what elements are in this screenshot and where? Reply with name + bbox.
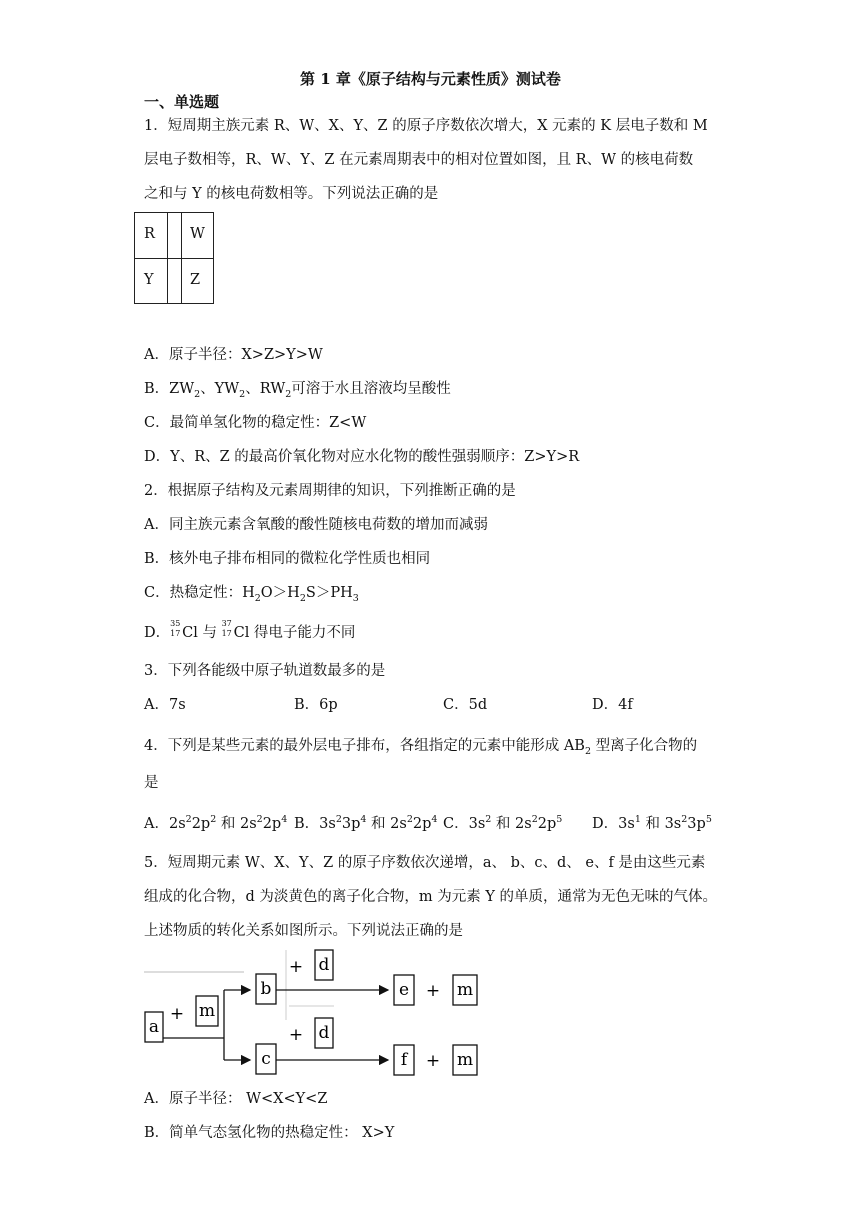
- label-a: a: [148, 1017, 160, 1037]
- q2-stem: 2．根据原子结构及元素周期律的知识，下列推断正确的是: [144, 483, 516, 499]
- label-d-top: d: [318, 955, 330, 975]
- label-b: b: [260, 979, 272, 999]
- cell-r: R: [144, 226, 155, 242]
- q4-option-c: C．$3s^2$ 和 $2s^22p^5$: [443, 814, 563, 832]
- q5-option-a: A．原子半径： W<X<Y<Z: [144, 1091, 328, 1107]
- q3-option-c: C．5d: [443, 697, 488, 713]
- plus-d-top: +: [288, 957, 304, 977]
- q3-option-a: A．7s: [144, 697, 186, 713]
- label-e: e: [398, 980, 410, 1000]
- plus-f-m: +: [425, 1051, 441, 1071]
- q2-option-d: D． 35 17 Cl 与 37 17 Cl 得电子能力不同: [144, 619, 356, 641]
- q1-option-c: C．最简单氢化物的稳定性：Z<W: [144, 415, 367, 431]
- cell-w: W: [190, 226, 205, 242]
- q4-stem-line2: 是: [144, 775, 159, 791]
- cell-z: Z: [190, 272, 201, 288]
- q3-option-b: B．6p: [294, 697, 338, 713]
- label-m-top: m: [456, 980, 474, 1000]
- label-f: f: [400, 1050, 408, 1070]
- q2-option-a: A．同主族元素含氧酸的酸性随核电荷数的增加而减弱: [144, 517, 488, 533]
- label-c: c: [261, 1049, 271, 1069]
- q4-option-a: A．$2s^22p^2$ 和 $2s^22p^4$: [144, 814, 288, 832]
- q2-option-b: B．核外电子排布相同的微粒化学性质也相同: [144, 551, 431, 567]
- label-d-bottom: d: [318, 1023, 330, 1043]
- label-m-bottom: m: [456, 1050, 474, 1070]
- q3-stem: 3．下列各能级中原子轨道数最多的是: [144, 663, 386, 679]
- plus-m: +: [169, 1004, 185, 1024]
- section-heading: 一、单选题: [144, 93, 220, 111]
- q1-stem-line3: 之和与 Y 的核电荷数相等。下列说法正确的是: [144, 186, 439, 202]
- q5-stem-line2: 组成的化合物，d 为淡黄色的离子化合物，m 为元素 Y 的单质，通常为无色无味的气体。: [144, 889, 718, 905]
- q3-option-d: D．4f: [592, 697, 633, 713]
- q5-option-b: B．简单气态氢化物的热稳定性： X>Y: [144, 1125, 395, 1141]
- label-m-left: m: [198, 1001, 216, 1021]
- q1-option-a: A．原子半径：X>Z>Y>W: [144, 347, 323, 363]
- plus-e-m: +: [425, 981, 441, 1001]
- q1-stem-line1: 1．短周期主族元素 R、W、X、Y、Z 的原子序数依次增大，X 元素的 K 层电子数和 M: [144, 118, 708, 134]
- q4-option-b: B．$3s^23p^4$ 和 $2s^22p^4$: [294, 814, 438, 832]
- cell-y: Y: [144, 272, 154, 288]
- q1-option-d: D．Y、R、Z 的最高价氧化物对应水化物的酸性强弱顺序：Z>Y>R: [144, 449, 580, 465]
- conversion-diagram: [144, 948, 494, 1083]
- q5-stem-line1: 5．短周期元素 W、X、Y、Z 的原子序数依次递增，a、 b、c、d、 e、f 是由这些元素: [144, 855, 706, 871]
- q4-option-d: D．$3s^1$ 和 $3s^23p^5$: [592, 814, 712, 832]
- q4-stem-line1: 4．下列是某些元素的最外层电子排布，各组指定的元素中能形成 $AB_2$ 型离子化合物的: [144, 738, 698, 757]
- plus-d-bottom: +: [288, 1025, 304, 1045]
- q5-stem-line3: 上述物质的转化关系如图所示。下列说法正确的是: [144, 923, 463, 939]
- q1-option-b: B．$ZW_2$、$YW_2$、$RW_2$可溶于水且溶液均呈酸性: [144, 381, 451, 400]
- q1-stem-line2: 层电子数相等，R、W、Y、Z 在元素周期表中的相对位置如图，且 R、W 的核电荷数: [144, 152, 694, 168]
- page-title: 第 1 章《原子结构与元素性质》测试卷: [300, 70, 561, 88]
- periodic-position-table: [134, 212, 214, 304]
- q2-option-c: C．热稳定性：$H_2O>H_2S>PH_3$: [144, 585, 359, 604]
